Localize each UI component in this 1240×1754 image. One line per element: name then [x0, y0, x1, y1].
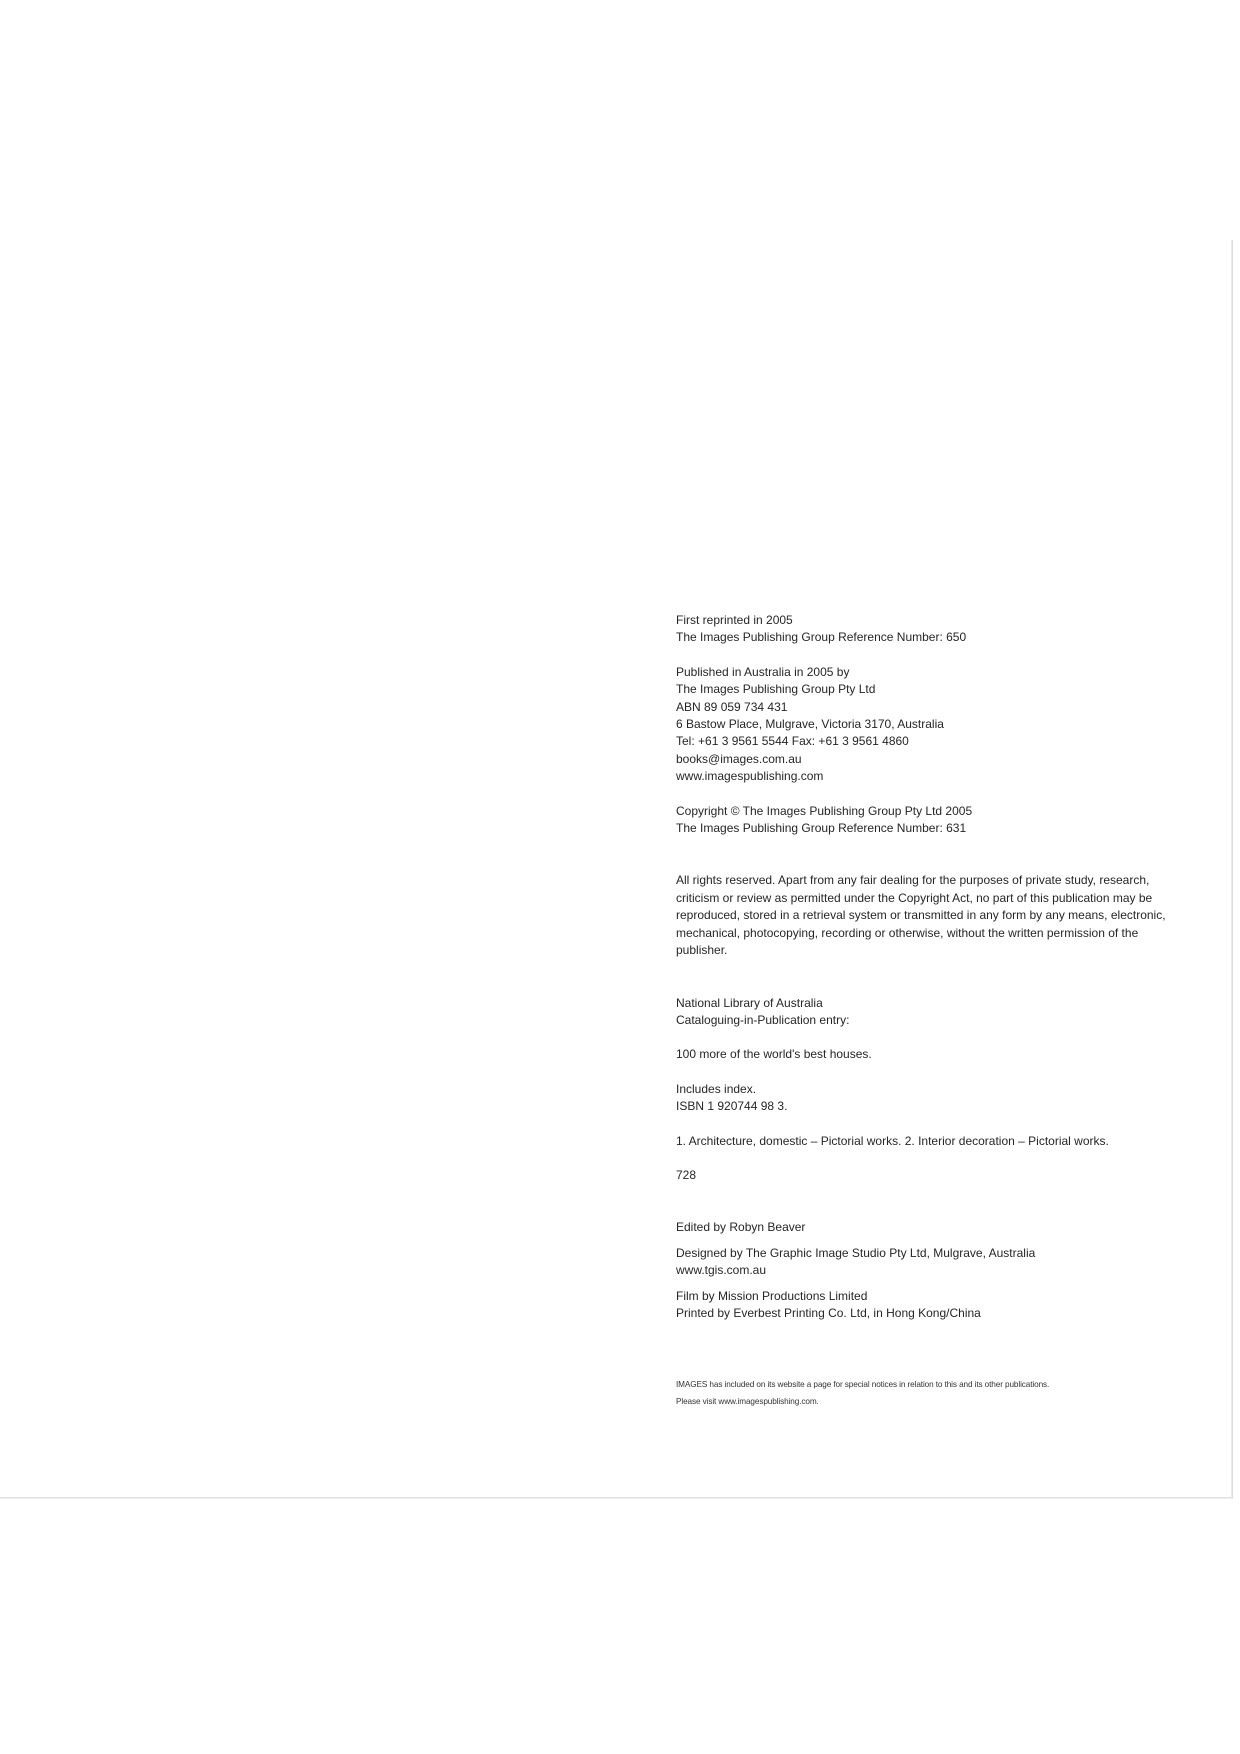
published-line: Published in Australia in 2005 by	[676, 664, 850, 679]
page-right-edge	[1231, 240, 1233, 1499]
copyright-reference: The Images Publishing Group Reference Number: 631	[676, 821, 967, 836]
special-notices	[676, 1376, 1196, 1410]
classification-number: 728	[676, 1167, 697, 1182]
subjects: 1. Architecture, domestic – Pictorial works. 2. Interior decoration – Pictorial works.	[676, 1133, 1109, 1148]
notice-line: Please visit www.imagespublishing.com.	[676, 1397, 819, 1407]
publisher-abn: ABN 89 059 734 431	[676, 699, 788, 714]
rights-line: criticism or review as permitted under the Copyright Act, no part of this publication may be	[676, 890, 1153, 905]
publisher-email: books@images.com.au	[676, 751, 802, 766]
notice-line: IMAGES has included on its website a page for special notices in relation to this and its other publications.	[676, 1380, 1050, 1390]
editor-credit: Edited by Robyn Beaver	[676, 1220, 806, 1235]
isbn: ISBN 1 920744 98 3.	[676, 1099, 788, 1114]
rights-line: publisher.	[676, 943, 728, 958]
printer-credit: Printed by Everbest Printing Co. Ltd, in Hong Kong/China	[676, 1305, 981, 1320]
index-note: Includes index.	[676, 1081, 757, 1096]
copyright-line: Copyright © The Images Publishing Group Pty Ltd 2005	[676, 803, 973, 818]
imprint-block	[676, 612, 1196, 1410]
designer-website: www.tgis.com.au	[676, 1263, 767, 1278]
publisher-website: www.imagespublishing.com	[676, 769, 824, 784]
rights-line: reproduced, stored in a retrieval system or transmitted in any form by any means, electronic,	[676, 908, 1166, 923]
publisher-name: The Images Publishing Group Pty Ltd	[676, 682, 876, 697]
publisher-phone-fax: Tel: +61 3 9561 5544 Fax: +61 3 9561 4860	[676, 734, 909, 749]
publisher-address: 6 Bastow Place, Mulgrave, Victoria 3170, Australia	[676, 717, 944, 732]
cip-entry: Cataloguing-in-Publication entry:	[676, 1012, 850, 1027]
rights-line: All rights reserved. Apart from any fair dealing for the purposes of private study, research,	[676, 873, 1150, 888]
designer-credit: Designed by The Graphic Image Studio Pty Ltd, Mulgrave, Australia	[676, 1245, 1036, 1260]
film-credit: Film by Mission Productions Limited	[676, 1288, 868, 1303]
library-name: National Library of Australia	[676, 995, 823, 1010]
rights-line: mechanical, photocopying, recording or otherwise, without the written permission of the	[676, 925, 1139, 940]
page-bottom-edge	[0, 1497, 1233, 1499]
reprint-reference: The Images Publishing Group Reference Number: 650	[676, 630, 967, 645]
book-title-entry: 100 more of the world's best houses.	[676, 1047, 872, 1062]
reprint-line: First reprinted in 2005	[676, 613, 793, 627]
rights-statement	[676, 872, 1196, 959]
